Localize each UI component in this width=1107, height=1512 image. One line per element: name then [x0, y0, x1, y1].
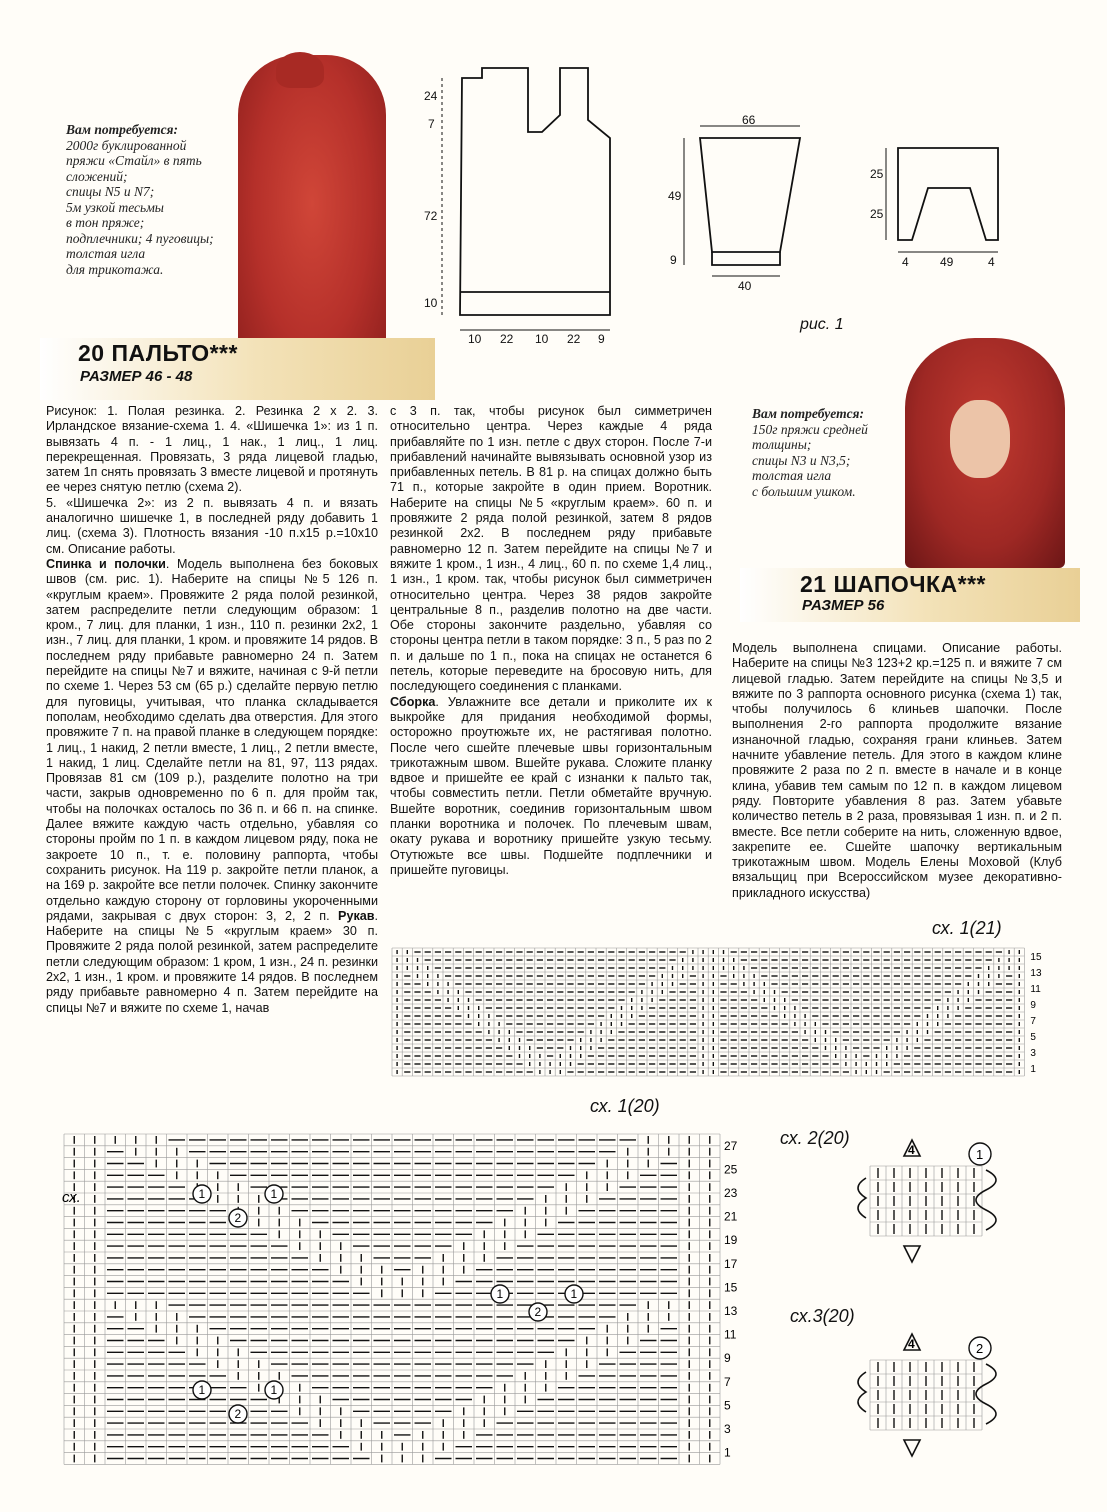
hat-size: РАЗМЕР 56: [802, 597, 885, 614]
coat-materials-line: для трикотажа.: [66, 261, 164, 277]
back-dim-7: 7: [428, 117, 435, 131]
back-dim-b1: 10: [468, 332, 482, 346]
back-dim-10: 10: [424, 296, 438, 310]
bobble-1-label: 1: [496, 1287, 504, 1301]
coat-row-number: 3: [724, 1422, 731, 1436]
coat-materials-line: 2000г буклированной: [66, 137, 187, 153]
coat-row-number: 27: [724, 1138, 738, 1153]
bobble-1-label: 1: [270, 1187, 278, 1201]
back-dim-b2: 22: [500, 332, 514, 346]
bobble-1-label: 1: [270, 1383, 278, 1397]
hat-title: 21 ШАПОЧКА***: [800, 571, 986, 597]
col3-p1: Модель выполнена спицами. Описание работы. Наберите на спицы №3 123+2 кр.=125 п. и вяжите 7 см лицевой гладью. Затем перейдите на спицы №3,5 и вяжите по 3 раппорта основного рисунка (схема 1) так, чтобы получилось 6 клиньев шапочки. После выполнения 2-го раппорта продолжите вязание изнаночной гладью, сохраняя грани клиньев. Затем начните убавление петель. Для этого в каждом клине провяжите 2 раза по 2 п. вместе в начале и в конце клина, убавив тем самым по 12 п. в каждом лицевом ряду. Повторите убавления 8 раз. Затем убавьте количество петель в 2 раза, провязывая 1 изн. п. и 2 п. вместе. Все петли соберите на нить, сложенную вдвое, закрепите ее. Сшейте шапочку вертикальным трикотажным швом. Модель Елены Моховой (Клуб вязальщиц при Всероссийском музее декоративно-прикладного искусства): [732, 641, 1062, 900]
coat-materials-line: сложений;: [66, 168, 128, 184]
hat-materials-line: с большим ушком.: [752, 483, 856, 499]
schema2-title: сх. 2(20): [780, 1128, 850, 1148]
column-2: [390, 404, 712, 878]
col1-p3-head: Спинка и полочки: [46, 556, 166, 571]
col2-p2-head: Сборка: [390, 694, 436, 709]
coat-row-number: 5: [724, 1398, 731, 1413]
schema-arrow-label: 4: [908, 1337, 915, 1351]
coat-row-number: 1: [724, 1445, 731, 1460]
sleeve-cuff: [712, 252, 780, 265]
back-dim-b4: 22: [567, 332, 581, 346]
schema3-diagram: [830, 1330, 1010, 1490]
hood-dim-top: 25: [870, 167, 884, 181]
coat-chart: [62, 1132, 748, 1470]
schema-circle-label: 1: [976, 1147, 984, 1162]
coat-row-number: 7: [724, 1374, 731, 1389]
hat-materials-line: 150г пряжи средней: [752, 421, 868, 437]
col1-p2: 5. «Шишечка 2»: из 2 п. вывязать 4 п. и вязать аналогично шишечке 1, в последней ряду добавить 1 лиц. (схема 3). Плотность вязания -10 п.х15 р.=10х10 см. Описание работы.: [46, 495, 378, 556]
sleeve-dim-bottom: 40: [738, 279, 752, 293]
hat-row-number: 3: [1030, 1048, 1036, 1059]
hat-row-number: 7: [1030, 1016, 1036, 1027]
hat-materials-title: Вам потребуется:: [752, 406, 865, 421]
back-dim-b3: 10: [535, 332, 549, 346]
hat-row-number: 15: [1030, 952, 1042, 963]
hood-dim-bl: 4: [902, 255, 909, 269]
coat-materials-line: толстая игла: [66, 246, 146, 261]
sleeve-dim-9: 9: [670, 253, 677, 267]
hat-row-number: 11: [1030, 984, 1041, 995]
col2-p2-body: . Увлажните все детали и приколите их к выкройке для придания необходимой формы, осторожно проутюжьте их, не растягивая полотно. После чего сшейте плечевые швы горизонтальным трикотажным швом. Вшейте рукава. Сложите планку вдвое и пришейте ее край с изнанки к пальто так, чтобы совместить петли. Петли обметайте вручную. Вшейте воротник, соединив горизонтальным швом планки воротника и полочек. По плечевым швам, окату рукава и воротнику пришейте узкую тесьму. Отутюжьте все швы. Подшейте подплечники и пришейте пуговицы.: [390, 694, 712, 877]
coat-materials-line: спицы N5 и N7;: [66, 184, 155, 199]
column-3: [732, 641, 1062, 901]
coat-row-number: 25: [724, 1162, 738, 1177]
coat-materials-line: 5м узкой тесьмы: [66, 199, 164, 215]
schema-arrow-label: 4: [908, 1143, 915, 1157]
hood-outline: [898, 148, 998, 240]
column-1: [46, 404, 378, 1016]
coat-row-number: 15: [724, 1280, 738, 1295]
coat-row-number: 21: [724, 1209, 738, 1224]
figure-caption: рис. 1: [800, 316, 844, 333]
yarn-path: [976, 1170, 996, 1230]
back-dim-b5: 9: [598, 332, 605, 346]
hat-photo-face: [950, 400, 1010, 478]
back-dim-72: 72: [424, 209, 438, 223]
hat-row-number: 1: [1030, 1064, 1036, 1075]
schema2-diagram: [830, 1136, 1010, 1286]
coat-materials-title: Вам потребуется:: [66, 122, 179, 137]
sleeve-dim-49: 49: [668, 189, 682, 203]
back-dim-24: 24: [424, 89, 438, 103]
col1-p3-head2: Рукав: [338, 908, 375, 923]
col1-p1: Рисунок: 1. Полая резинка. 2. Резинка 2 х 2. 3. Ирландское вязание-схема 1. 4. «Шишечка 1»: из 1 п. вывязать 4 п. - 1 лиц., 1 нак., 1 лиц., 1 лиц. перекрещенная. Провязать, 3 ряда лицевой гладью, затем 1п снять провязать 3 вместе лицевой и протянуть ее через снятую петлю (схема 2).: [46, 404, 378, 495]
yarn-path: [976, 1364, 996, 1424]
bobble-2-label: 2: [534, 1305, 542, 1319]
col1-p3-tail: . Наберите на спицы №5 «круглым краем» 30 п. Провяжите 2 ряда полой резинкой, затем распределите петли следующим образом: 1 кром, 1 изн., 24 п. резинки 2х2, 1 изн., 1 кром. и провяжите 14 рядов. В последнем ряду прибавьте равномерно 4 п. Затем перейдите на спицы №7 и вяжите по схеме 1, начав: [46, 908, 378, 1015]
coat-chart-title: сх. 1(20): [590, 1096, 660, 1116]
bobble-1-label: 1: [198, 1187, 206, 1201]
bobble-1-label: 1: [198, 1383, 206, 1397]
coat-size: РАЗМЕР 46 - 48: [80, 368, 193, 385]
hood-dim-bm: 49: [940, 255, 954, 269]
hat-materials-line: спицы N3 и N3,5;: [752, 452, 851, 468]
hat-materials-line: толщины;: [752, 437, 812, 452]
yarn-path: [858, 1372, 866, 1412]
schema-circle-label: 2: [976, 1341, 984, 1356]
coat-row-number: 13: [724, 1304, 738, 1318]
hat-row-number: 13: [1030, 968, 1042, 979]
pattern-diagram: [420, 60, 1040, 350]
col2-p2: [390, 695, 712, 879]
hat-materials: [752, 406, 912, 499]
bobble-1-label: 1: [570, 1287, 578, 1301]
schema3-title: сх.3(20): [790, 1306, 855, 1326]
hat-materials-line: толстая игла: [752, 468, 832, 483]
bobble-2-label: 2: [234, 1211, 242, 1225]
yarn-path: [858, 1178, 866, 1218]
hood-dim-br: 4: [988, 255, 995, 269]
coat-row-number: 9: [724, 1351, 731, 1366]
hat-row-number: 5: [1030, 1032, 1036, 1043]
coat-title: 20 ПАЛЬТО***: [78, 340, 238, 366]
arrow-down-icon: [904, 1246, 920, 1262]
hood-dim-bottom: 25: [870, 207, 884, 221]
coat-materials-line: подплечники; 4 пуговицы;: [66, 230, 214, 246]
hat-row-number: 9: [1030, 1000, 1036, 1011]
bobble-2-label: 2: [234, 1407, 242, 1421]
coat-materials-line: в тон пряже;: [66, 215, 145, 230]
col1-p3: [46, 557, 378, 1016]
coat-row-number: 17: [724, 1256, 738, 1271]
coat-materials-line: пряжи «Стайл» в пять: [66, 153, 202, 168]
coat-row-number: 19: [724, 1233, 738, 1248]
coat-photo-hat: [276, 52, 324, 88]
sleeve-dim-top: 66: [742, 113, 756, 127]
back-outline: [460, 68, 610, 315]
sleeve-outline: [700, 138, 800, 252]
col1-p3-body: . Модель выполнена без боковых швов (см. рис. 1). Наберите на спицы №5 126 п. «круглым краем». Провяжите 2 ряда полой резинкой, затем распределите петли следующим образом: 1 кром., 7 лиц. для планки, 1 изн., 110 п. резинки 2х2, 1 изн., 7 лиц. для планки, 1 кром. и провяжите 14 рядов. В последнем ряду прибавьте равномерно 24 п. Затем перейдите на спицы №7 и вяжите, начиная с 9-й петли по схеме 1. Через 53 см (65 р.) сделайте первую петлю для пуговицы, учитывая, что планка складывается пополам, необходимо сделать два отверстия. Для этого провяжите 7 п. на правой планке в следующем порядке: 1 лиц., 1 накид, 2 петли вместе, 1 лиц., 2 петли вместе, 1 накид, 1 лиц. Сделайте петли на 81, 97, 113 рядах. Провязав 81 см (109 р.), разделите полотно на три части, закрыв одновременно по 6 п. для пройм так, чтобы на полочках осталось по 36 п. и 66 п. на спинке. Далее вяжите каждую часть отдельно, убавляя со стороны пройм по 1 п. в каждом лицевом ряду, пока не закроете 10 п., т. е. половину раппорта, чтобы сохранить рисунок. На 119 р. закройте петли планок, а на 169 р. закройте все петли полочек. Спинку закончите отдельно каждую сторону от горловины укороченными рядами, закрывая с двух сторон: 3, 2, 2 п.: [46, 556, 378, 923]
coat-row-number: 23: [724, 1186, 738, 1200]
coat-row-number: 11: [724, 1327, 737, 1342]
hat-chart: [388, 946, 1068, 1078]
coat-chart-marker: сх.: [62, 1189, 81, 1206]
coat-materials: [66, 122, 266, 277]
arrow-down-icon: [904, 1440, 920, 1456]
col2-p1: с 3 п. так, чтобы рисунок был симметричен относительно центра. Через каждые 4 ряда прибавляйте по 1 изн. петле с двух сторон. После 7-и прибавлений начинайте вывязывать основной узор из прибавленных петель. В 81 р. на спицах должно быть 71 п., которые закройте в один прием. Воротник. Наберите на спицы №5 «круглым краем». 60 п. и провяжите 2 ряда полой резинкой, затем 8 рядов резинкой 2х2. В последнем ряду прибавьте равномерно 12 п. Затем перейдите на спицы №7 и вяжите 1 кром., 1 изн., 4 лиц., 60 п. по схеме 1,4 лиц., 1 изн., 1 кром. так, чтобы рисунок был симметричен относительно центра. Через 38 рядов закройте центральные 8 п., разделив полотно на две части. Обе стороны закончите раздельно, убавляя со стороны центра петли в таком порядке: 3 п., 5 раз по 2 п. и дальше по 1 п., пока на спицах не останется 6 петель, которые переведите на бросовую нить, для последующего соединения с планками.: [390, 404, 712, 694]
hat-chart-title: сх. 1(21): [932, 918, 1002, 938]
